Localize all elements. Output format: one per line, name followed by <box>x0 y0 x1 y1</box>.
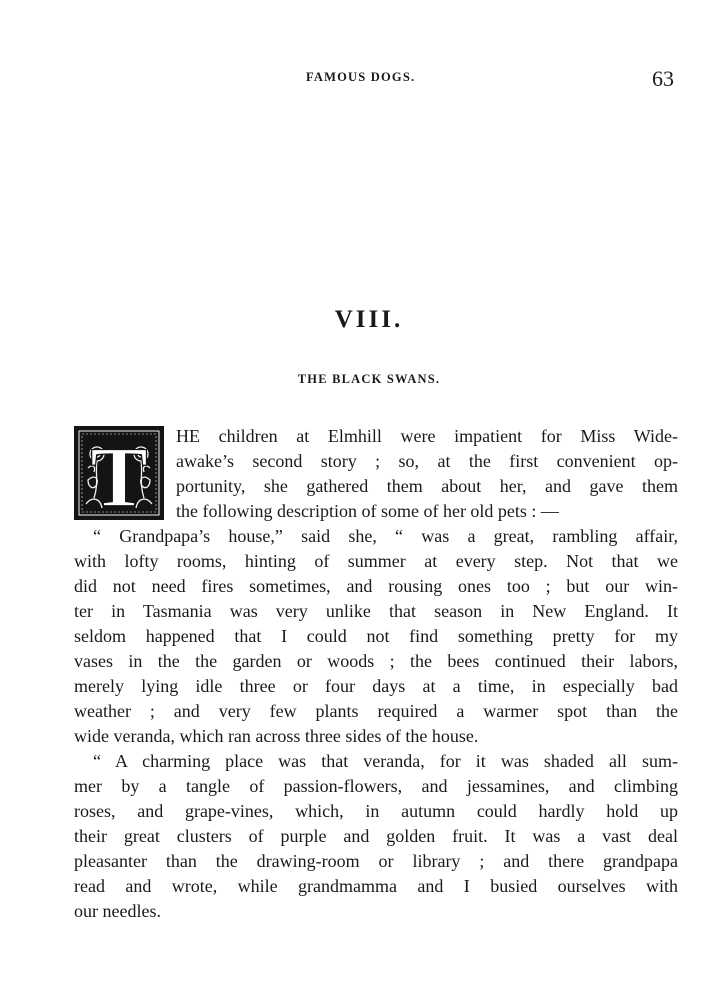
text-line: pleasanter than the drawing-room or library ; and there grandpapa <box>74 851 678 871</box>
text-line: with lofty rooms, hinting of summer at every step. Not that we <box>74 551 678 571</box>
text-line: weather ; and very few plants required a warmer spot than the <box>74 701 678 721</box>
text-line: our needles. <box>74 901 161 921</box>
text-line: did not need fires sometimes, and rousing ones too ; but our win- <box>74 576 678 596</box>
text-line: portunity, she gathered them about her, and gave them <box>176 476 678 496</box>
text-line: vases in the the garden or woods ; the bees continued their labors, <box>74 651 678 671</box>
drop-cap-ornament <box>74 426 164 520</box>
text-line: seldom happened that I could not find something pretty for my <box>74 626 678 646</box>
text-line: wide veranda, which ran across three sides of the house. <box>74 726 479 746</box>
drop-cap-letter: T <box>90 429 148 518</box>
text-line: read and wrote, while grandmamma and I busied ourselves with <box>74 876 678 896</box>
text-line: roses, and grape-vines, which, in autumn could hardly hold up <box>74 801 678 821</box>
text-line: mer by a tangle of passion-flowers, and jessamines, and climbing <box>74 776 678 796</box>
text-line: awake’s second story ; so, at the first convenient op- <box>176 451 678 471</box>
floral-initial-icon <box>76 428 162 518</box>
chapter-title: THE BLACK SWANS. <box>297 372 441 386</box>
chapter-number: VIII. <box>334 306 404 333</box>
text-line: “ Grandpapa’s house,” said she, “ was a great, rambling affair, <box>93 526 678 546</box>
text-line: “ A charming place was that veranda, for it was shaded all sum- <box>93 751 678 771</box>
running-title: FAMOUS DOGS. <box>306 70 416 84</box>
text-line: their great clusters of purple and golden fruit. It was a vast deal <box>74 826 678 846</box>
text-line: the following description of some of her old pets : — <box>176 501 559 521</box>
text-line: ter in Tasmania was very unlike that season in New England. It <box>74 601 678 621</box>
text-line: merely lying idle three or four days at a time, in especially bad <box>74 676 678 696</box>
page-number: 63 <box>652 66 674 91</box>
text-line: HE children at Elmhill were impatient for Miss Wide- <box>176 426 678 446</box>
running-head <box>0 66 724 90</box>
